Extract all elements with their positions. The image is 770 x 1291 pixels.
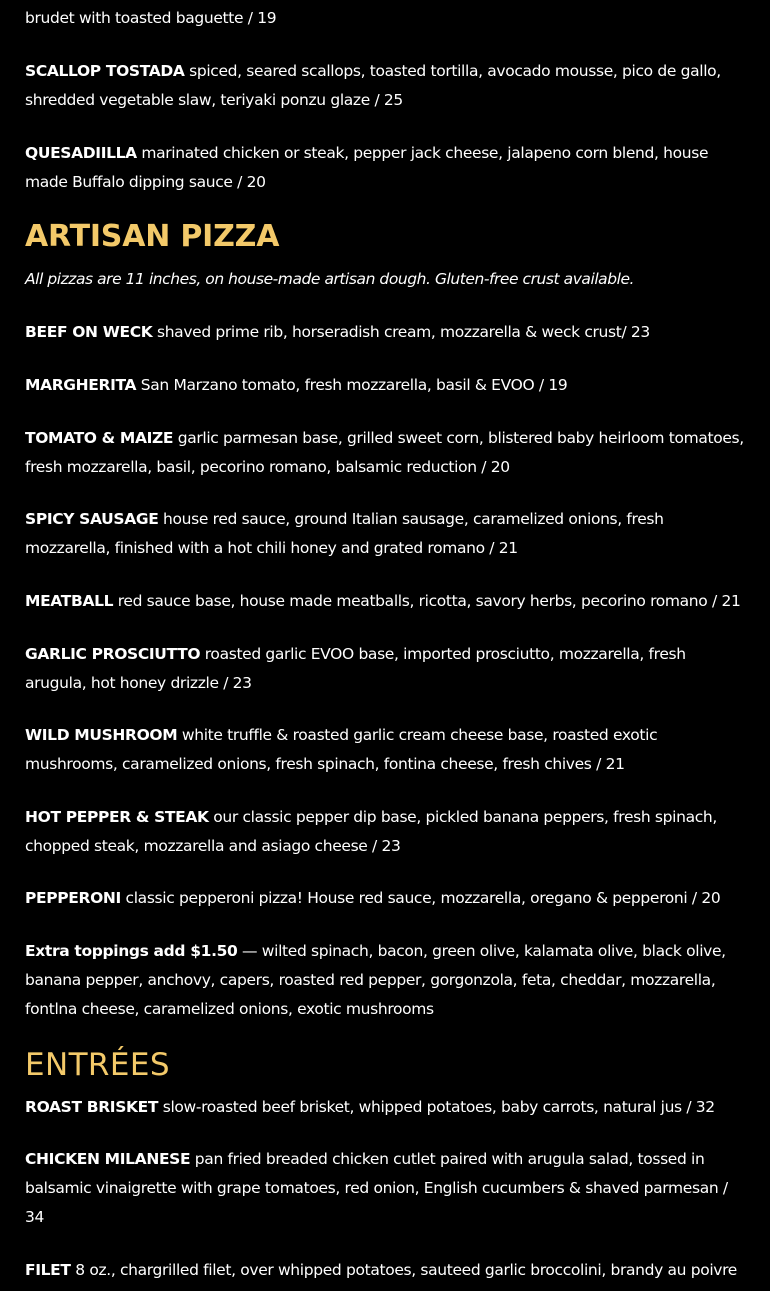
menu-item-pepperoni [25, 884, 750, 913]
menu-item-name: MEATBALL [25, 592, 114, 610]
menu-item-fragment [25, 4, 750, 33]
menu-item-beef-on-weck [25, 318, 750, 347]
pizza-note: All pizzas are 11 inches, on house-made artisan dough. Gluten-free crust available. [25, 270, 635, 288]
menu-item-name: BEEF ON WECK [25, 323, 153, 341]
menu-item-hot-pepper-steak [25, 803, 750, 861]
menu-item-name: QUESADIILLA [25, 144, 137, 162]
menu-item-tomato-maize [25, 424, 750, 482]
menu-item-chicken-milanese [25, 1145, 750, 1232]
menu-item-name: WILD MUSHROOM [25, 726, 178, 744]
menu-item-margherita [25, 371, 750, 400]
menu-item-description: our classic pepper dip base, pickled banana peppers, fresh spinach, chopped steak, mozzarella and asiago cheese / 23 [25, 808, 717, 855]
menu-item-name: PEPPERONI [25, 889, 121, 907]
menu-item-name: SCALLOP TOSTADA [25, 62, 185, 80]
menu-item-roast-brisket [25, 1093, 750, 1122]
menu-item-description: garlic parmesan base, grilled sweet corn, blistered baby heirloom tomatoes, fresh mozzarella, basil, pecorino romano, balsamic reduction / 20 [25, 429, 744, 476]
menu-item-name: MARGHERITA [25, 376, 137, 394]
menu-item-name: SPICY SAUSAGE [25, 510, 159, 528]
extra-toppings [25, 937, 750, 1024]
menu-item-meatball [25, 587, 750, 616]
menu-item-description: red sauce base, house made meatballs, ricotta, savory herbs, pecorino romano / 21 [113, 592, 741, 610]
menu-item-description: — wilted spinach, bacon, green olive, kalamata olive, black olive, banana pepper, anchovy, capers, roasted red pepper, gorgonzola, feta, cheddar, mozzarella, fontlna cheese, caramelized onions, exotic mushrooms [25, 942, 726, 1018]
menu-item-description: roasted garlic EVOO base, imported prosciutto, mozzarella, fresh arugula, hot honey drizzle / 23 [25, 645, 686, 692]
menu-item-description: house red sauce, ground Italian sausage, caramelized onions, fresh mozzarella, finished with a hot chili honey and grated romano / 21 [25, 510, 664, 557]
menu-item-name: Extra toppings add $1.50 [25, 942, 238, 960]
menu-item-description: white truffle & roasted garlic cream cheese base, roasted exotic mushrooms, caramelized onions, fresh spinach, fontina cheese, fresh chives / 21 [25, 726, 658, 773]
section-heading-entrees: ENTRÉES [25, 1047, 170, 1083]
menu-item-name: TOMATO & MAIZE [25, 429, 174, 447]
menu-item-description: marinated chicken or steak, pepper jack cheese, jalapeno corn blend, house made Buffalo dipping sauce / 20 [25, 144, 709, 191]
menu-item-name: GARLIC PROSCIUTTO [25, 645, 201, 663]
menu-item-name: FILET [25, 1261, 71, 1279]
menu-item-wild-mushroom [25, 721, 750, 779]
menu-item-description: 8 oz., chargrilled filet, over whipped potatoes, sauteed garlic broccolini, brandy au poivre [70, 1261, 737, 1279]
menu-item-spicy-sausage [25, 505, 750, 563]
menu-item-name: ROAST BRISKET [25, 1098, 159, 1116]
menu-item-filet [25, 1256, 750, 1285]
menu-item-name: HOT PEPPER & STEAK [25, 808, 209, 826]
menu-item-description: San Marzano tomato, fresh mozzarella, basil & EVOO / 19 [136, 376, 568, 394]
section-heading-artisan-pizza: ARTISAN PIZZA [25, 219, 280, 254]
menu-item-description: spiced, seared scallops, toasted tortilla, avocado mousse, pico de gallo, shredded vegetable slaw, teriyaki ponzu glaze / 25 [25, 62, 721, 109]
menu-item-description: brudet with toasted baguette / 19 [25, 9, 277, 27]
menu-item-garlic-prosciutto [25, 640, 750, 698]
menu-item-description: shaved prime rib, horseradish cream, mozzarella & weck crust/ 23 [152, 323, 650, 341]
menu-item-scallop-tostada [25, 57, 750, 115]
menu-item-quesadilla [25, 139, 750, 197]
menu-item-name: CHICKEN MILANESE [25, 1150, 191, 1168]
menu-item-description: slow-roasted beef brisket, whipped potatoes, baby carrots, natural jus / 32 [158, 1098, 715, 1116]
menu-item-description: classic pepperoni pizza! House red sauce, mozzarella, oregano & pepperoni / 20 [120, 889, 721, 907]
menu-item-description: pan fried breaded chicken cutlet paired with arugula salad, tossed in balsamic vinaigrette with grape tomatoes, red onion, English cucumbers & shaved parmesan / 34 [25, 1150, 728, 1226]
